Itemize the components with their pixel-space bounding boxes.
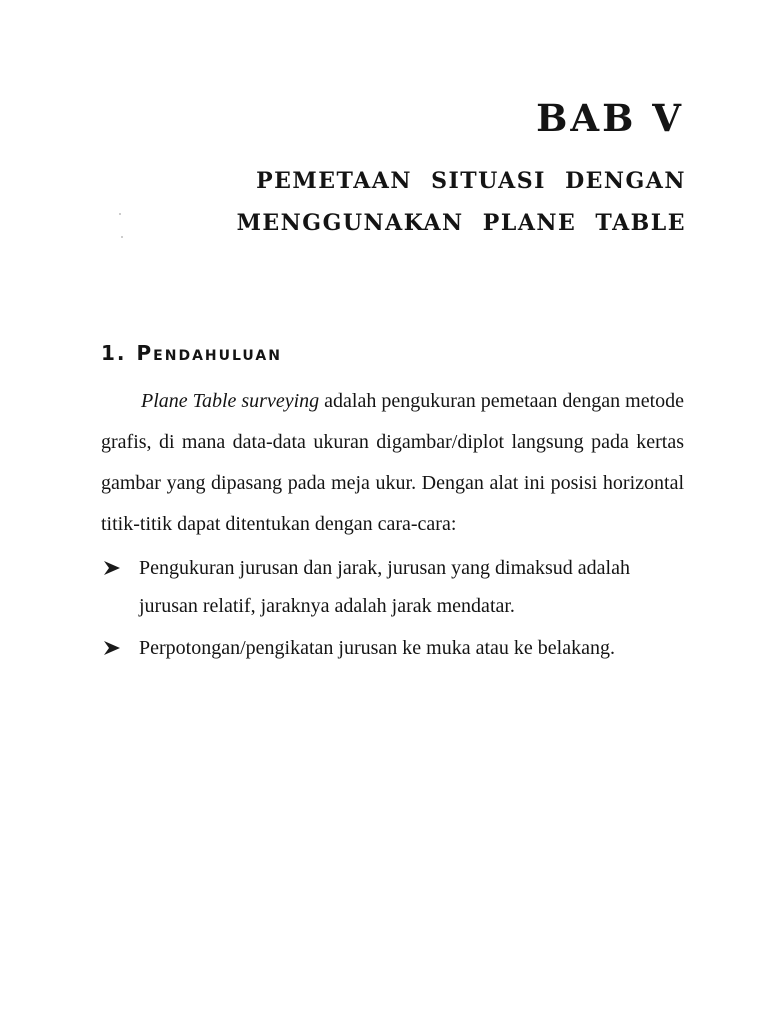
body-text bbox=[101, 381, 684, 667]
scan-speck bbox=[121, 236, 123, 238]
scan-speck bbox=[119, 213, 121, 215]
bullet-list bbox=[101, 549, 684, 667]
bullet-text: Pengukuran jurusan dan jarak, jurusan yang dimaksud adalah jurusan relatif, jaraknya adalah jarak mendatar. bbox=[139, 557, 630, 617]
section-heading bbox=[101, 341, 282, 365]
bullet-text: Perpotongan/pengikatan jurusan ke muka atau ke belakang. bbox=[139, 637, 615, 659]
list-item bbox=[101, 629, 684, 667]
chapter-title-line-1: PEMETAAN SITUASI DENGAN bbox=[256, 168, 686, 194]
intro-paragraph bbox=[101, 381, 684, 545]
chapter-title bbox=[166, 160, 686, 244]
paragraph-italic-lead: Plane Table surveying bbox=[141, 390, 320, 412]
chapter-title-line-2: MENGGUNAKAN PLANE TABLE bbox=[236, 210, 686, 236]
chapter-label: BAB V bbox=[536, 96, 684, 140]
section-number: 1. bbox=[101, 341, 127, 365]
arrowhead-bullet-icon bbox=[103, 560, 121, 576]
list-item bbox=[101, 549, 684, 625]
paragraph-text: adalah pengukuran pemetaan dengan metode grafis, di mana data-data ukuran digambar/diplot langsung pada kertas gambar yang dipasang pada meja ukur. Dengan alat ini posisi horizontal titik-titik dapat ditentukan dengan cara-cara: bbox=[101, 390, 685, 535]
section-title: Pendahuluan bbox=[136, 341, 282, 365]
arrowhead-bullet-icon bbox=[103, 640, 121, 656]
